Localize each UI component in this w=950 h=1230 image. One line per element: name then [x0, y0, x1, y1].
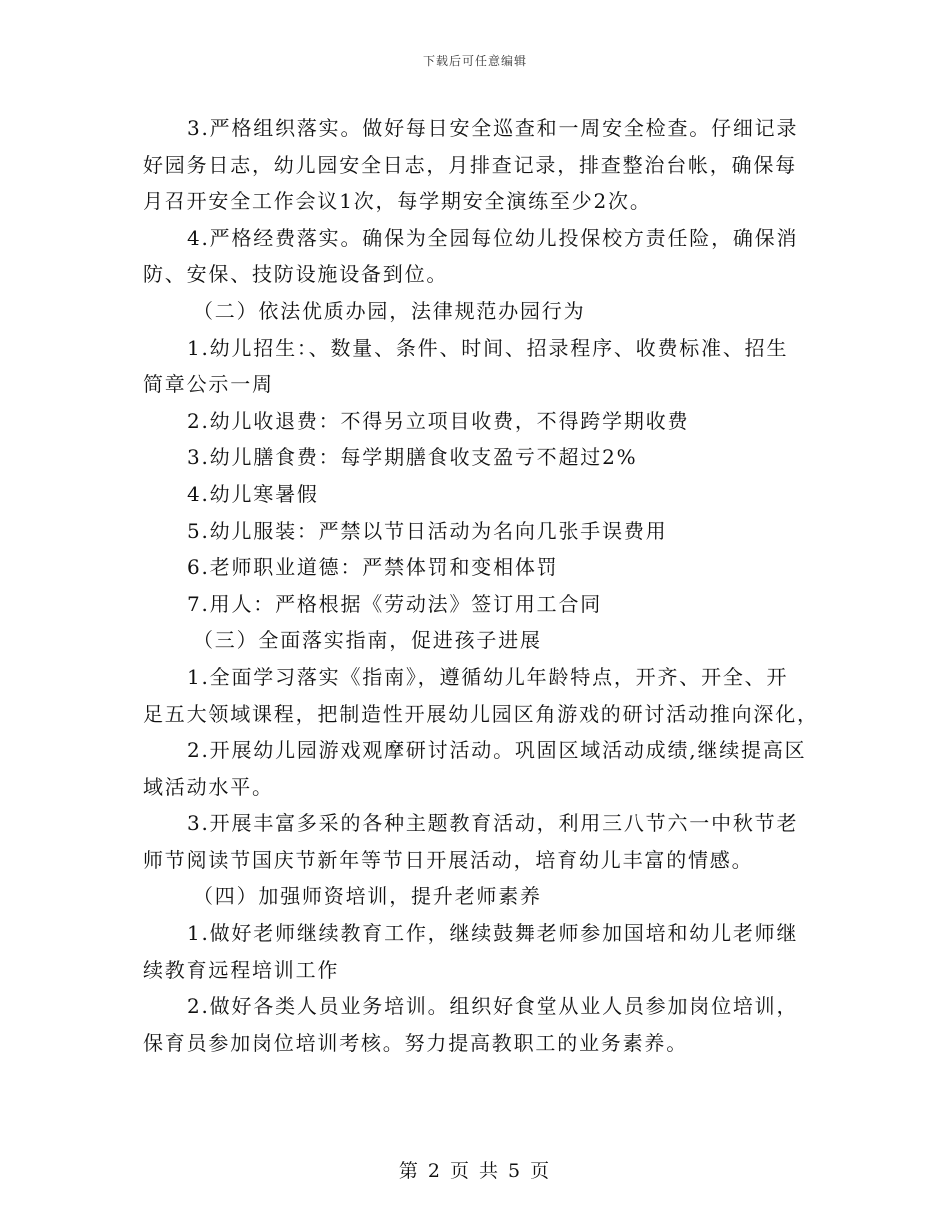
paragraph-line: 3.幼儿膳食费：每学期膳食收支盈亏不超过2% — [187, 445, 638, 470]
paragraph-line: 3.开展丰富多采的各种主题教育活动，利用三八节六一中秋节老 — [187, 811, 799, 836]
paragraph-line: 3.严格组织落实。做好每日安全巡查和一周安全检查。仔细记录 — [187, 116, 799, 140]
section-heading: （四）加强师资培训，提升老师素养 — [193, 884, 542, 909]
paragraph-line: 6.老师职业道德：严禁体罚和变相体罚 — [187, 555, 559, 580]
paragraph-line: 月召开安全工作会议1次，每学期安全演练至少2次。 — [143, 189, 652, 214]
page-footer: 第 2 页 共 5 页 — [398, 1160, 552, 1182]
paragraph-line: 简章公示一周 — [143, 372, 274, 397]
paragraph-line: 好园务日志，幼儿园安全日志，月排查记录，排查整治台帐，确保每 — [143, 152, 797, 177]
section-heading: （二）依法优质办园，法律规范办园行为 — [193, 298, 586, 323]
paragraph-line: 5.幼儿服装：严禁以节日活动为名向几张手误费用 — [187, 518, 668, 543]
paragraph-line: 1.幼儿招生：、数量、条件、时间、招录程序、收费标准、招生 — [187, 335, 789, 360]
page-header: 下载后可任意编辑 — [422, 54, 527, 68]
section-heading: （三）全面落实指南，促进孩子进展 — [193, 628, 542, 653]
paragraph-line: 4.幼儿寒暑假 — [187, 481, 319, 506]
paragraph-line: 2.做好各类人员业务培训。组织好食堂从业人员参加岗位培训， — [187, 994, 799, 1019]
paragraph-line: 防、安保、技防设施设备到位。 — [143, 262, 449, 287]
paragraph-line: 4.严格经费落实。确保为全园每位幼儿投保校方责任险，确保消 — [187, 225, 799, 250]
document-body — [143, 110, 819, 1061]
paragraph-line: 1.做好老师继续教育工作，继续鼓舞老师参加国培和幼儿老师继 — [187, 921, 799, 946]
paragraph-line: 2.幼儿收退费：不得另立项目收费，不得跨学期收费 — [187, 408, 690, 433]
paragraph-line: 续教育远程培训工作 — [143, 957, 340, 982]
paragraph-line: 7.用人：严格根据《劳动法》签订用工合同 — [187, 591, 603, 616]
paragraph-line: 足五大领域课程，把制造性开展幼儿园区角游戏的研讨活动推向深化， — [143, 701, 819, 726]
paragraph-line: 域活动水平。 — [143, 774, 274, 799]
paragraph-line: 1.全面学习落实《指南》，遵循幼儿年龄特点，开齐、开全、开 — [187, 664, 789, 689]
paragraph-line: 保育员参加岗位培训考核。努力提高教职工的业务素养。 — [143, 1030, 688, 1055]
paragraph-line: 师节阅读节国庆节新年等节日开展活动，培育幼儿丰富的情感。 — [143, 847, 754, 872]
paragraph-line: 2.开展幼儿园游戏观摩研讨活动。巩固区域活动成绩,继续提高区 — [187, 738, 807, 763]
